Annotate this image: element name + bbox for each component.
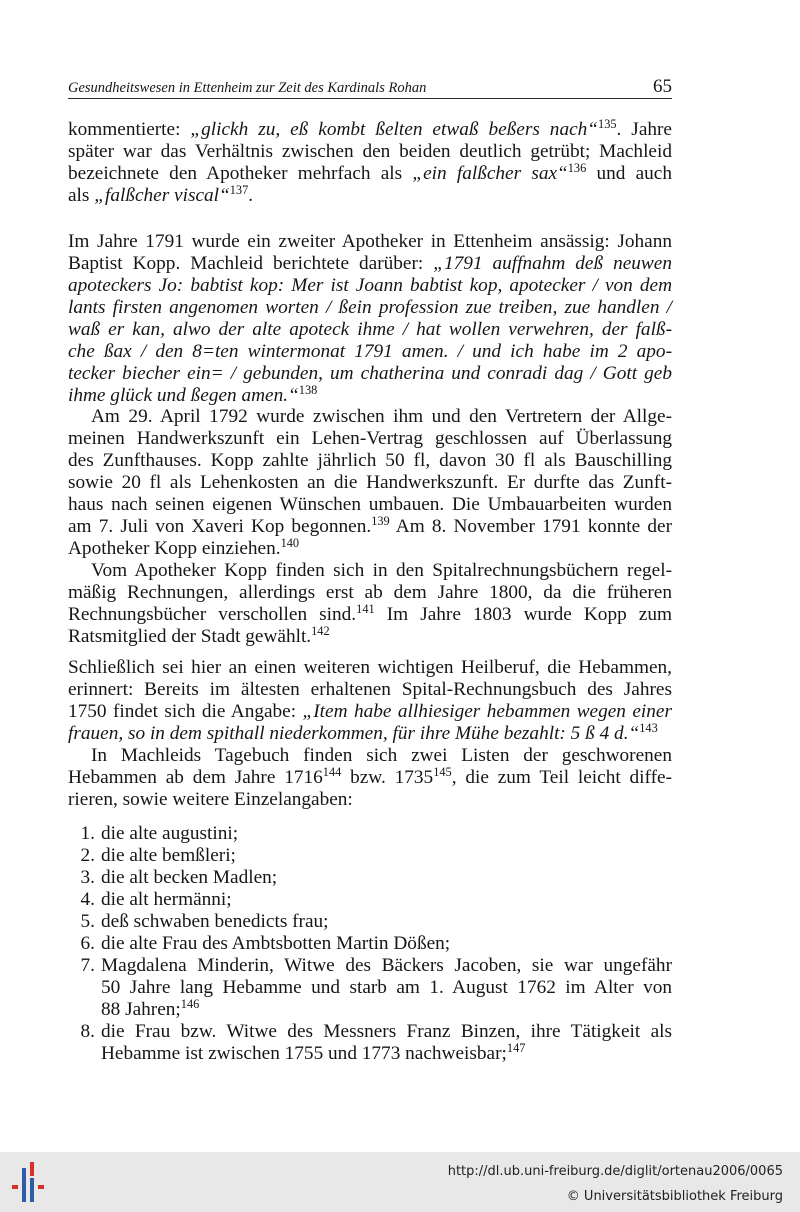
footnote-ref: 139 <box>371 514 390 529</box>
text-run: am 7. Juli von Xaveri Kop begonnen. <box>68 516 372 537</box>
text-run: Hebamme ist zwischen 1755 und 1773 nachweisbar; <box>101 1043 507 1064</box>
list-number: 3. <box>80 867 95 888</box>
text-line <box>68 657 672 679</box>
list-number: 4. <box>80 889 95 910</box>
text-line <box>68 538 672 560</box>
text-run: mäßig Rechnungen, allerdings erst ab dem Jahre 1800, da die früheren <box>68 582 672 603</box>
text-line <box>68 297 672 319</box>
text-line <box>68 185 672 207</box>
text-line <box>101 999 672 1021</box>
text-line <box>101 1021 672 1043</box>
text-line <box>68 341 672 363</box>
list-item <box>68 845 672 867</box>
text-run: Magdalena Minderin, Witwe des Bäckers Jacoben, sie war ungefähr <box>101 955 672 976</box>
text-line <box>101 1043 672 1065</box>
text-run: Im Jahre 1803 wurde Kopp zum <box>374 604 673 625</box>
footer-bar <box>0 1152 800 1212</box>
text-run: und auch <box>586 163 672 184</box>
list-item-text <box>101 911 672 933</box>
text-run: Schließlich sei hier an einen weiteren wichtigen Heilberuf, die Hebammen, <box>68 657 672 678</box>
list-number: 7. <box>80 955 95 976</box>
list-item-text <box>101 955 672 1021</box>
text-line <box>68 701 672 723</box>
list-item <box>68 1021 672 1065</box>
text-line <box>101 933 672 955</box>
text-line <box>68 231 672 253</box>
text-run: die Frau bzw. Witwe des Messners Franz Binzen, ihre Tätigkeit als <box>101 1021 672 1042</box>
footnote-ref: 135 <box>598 117 617 132</box>
text-line <box>68 472 672 494</box>
copyright-notice: © Universitätsbibliothek Freiburg <box>566 1189 783 1204</box>
text-run: haus nach seinen eigenen Wünschen umbauen. Die Umbauarbeiten wurden <box>68 494 672 515</box>
list-item <box>68 823 672 845</box>
text-run: die alte Frau des Ambtsbotten Martin Dößen; <box>101 933 451 954</box>
list-number: 8. <box>80 1021 95 1042</box>
text-line <box>68 253 672 275</box>
text-run: Am 8. November 1791 konnte der <box>389 516 672 537</box>
page-number: 65 <box>653 76 672 97</box>
list-item <box>68 955 672 1021</box>
text-line <box>101 889 672 911</box>
text-line <box>68 582 672 604</box>
text-line <box>68 450 672 472</box>
italic-quote: „falßcher viscal“ <box>94 185 230 206</box>
text-run: , die zum Teil leicht diffe- <box>451 767 672 788</box>
body-paragraph <box>68 657 672 745</box>
italic-quote: frauen, so in dem spithall niederkommen, für ihre Mühe bezahlt: 5 ß 4 d.“ <box>68 723 640 744</box>
list-number: 2. <box>80 845 95 866</box>
list-item <box>68 911 672 933</box>
list-item-text <box>101 933 672 955</box>
text-line <box>68 745 672 767</box>
text-line <box>68 626 672 648</box>
footnote-ref: 143 <box>639 721 658 736</box>
list-item <box>68 933 672 955</box>
list-item <box>68 867 672 889</box>
body-paragraph <box>68 745 672 811</box>
text-run: 88 Jahren; <box>101 999 181 1020</box>
list-item-text <box>101 823 672 845</box>
text-line <box>68 163 672 185</box>
text-run: deß schwaben benedicts frau; <box>101 911 329 932</box>
body-paragraph <box>68 231 672 407</box>
italic-quote: tecker biecher ein= / gebunden, um chatherina und conradi dag / Gott geb <box>68 363 672 384</box>
text-line <box>68 767 672 789</box>
italic-quote: apoteckers Jo: babtist kop: Mer ist Joann babtist kop, apotecker / von dem <box>68 275 672 296</box>
text-run: bzw. 1735 <box>341 767 434 788</box>
running-title: Gesundheitswesen in Ettenheim zur Zeit des Kardinals Rohan <box>68 80 427 96</box>
text-run: . <box>248 185 254 206</box>
footnote-ref: 147 <box>506 1041 526 1056</box>
list-item-text <box>101 867 672 889</box>
footnote-ref: 144 <box>322 765 342 780</box>
text-run: bezeichnete den Apotheker mehrfach als <box>68 163 413 184</box>
body-paragraph <box>68 119 672 207</box>
italic-quote: „1791 auffnahm deß neuwen <box>433 253 672 274</box>
text-run: Hebammen ab dem Jahre 1716 <box>68 767 323 788</box>
text-line <box>68 516 672 538</box>
text-line <box>68 406 672 428</box>
list-number: 1. <box>80 823 95 844</box>
text-line <box>68 604 672 626</box>
list-item-text <box>101 889 672 911</box>
text-run: des Zunfthauses. Kopp zahlte jährlich 50 fl, davon 30 fl als Bauschilling <box>68 450 672 471</box>
text-line <box>101 867 672 889</box>
text-run: Vom Apotheker Kopp finden sich in den Spitalrechnungsbüchern regel- <box>91 560 672 581</box>
numbered-list <box>68 823 672 1065</box>
text-run: die alte augustini; <box>101 823 239 844</box>
text-run: Rechnungsbücher verschollen sind. <box>68 604 357 625</box>
text-line <box>68 275 672 297</box>
list-item-text <box>101 845 672 867</box>
text-line <box>68 560 672 582</box>
footnote-ref: 140 <box>280 536 300 551</box>
text-line <box>68 141 672 163</box>
italic-quote: lants firsten angenomen worten / ßein profession zue treiben, zue handlen / <box>68 297 672 318</box>
text-line <box>101 977 672 999</box>
text-line <box>68 723 672 745</box>
text-run: meinen Handwerkszunft ein Lehen-Vertrag geschlossen auf Überlassung <box>68 428 672 449</box>
text-run: rieren, sowie weitere Einzelangaben: <box>68 789 353 810</box>
text-run: Am 29. April 1792 wurde zwischen ihm und den Vertretern der Allge- <box>91 406 672 427</box>
footer-text <box>448 1159 783 1209</box>
footnote-ref: 138 <box>298 383 318 398</box>
italic-quote: „Item habe allhiesiger hebammen wegen einer <box>302 701 672 722</box>
italic-quote: „ein falßcher sax“ <box>412 163 568 184</box>
italic-quote: ihme glück und ßegen amen.“ <box>68 385 299 406</box>
text-line <box>101 911 672 933</box>
footnote-ref: 136 <box>567 161 587 176</box>
list-item-text <box>101 1021 672 1065</box>
text-line <box>68 319 672 341</box>
text-run: sowie 20 fl als Lehenkosten an die Handwerkszunft. Er durfte das Zunft- <box>68 472 672 493</box>
text-run: 1750 findet sich die Angabe: <box>68 701 303 722</box>
text-run: Ratsmitglied der Stadt gewählt. <box>68 626 312 647</box>
italic-quote: che ßax / den 8=ten wintermonat 1791 amen. / und ich habe im 2 apo- <box>68 341 672 362</box>
text-run: als <box>68 185 95 206</box>
text-run: Apotheker Kopp einziehen. <box>68 538 281 559</box>
body-paragraph <box>68 406 672 560</box>
text-run: 50 Jahre lang Hebamme und starb am 1. August 1762 im Alter von <box>101 977 672 998</box>
text-line <box>68 494 672 516</box>
italic-quote: waß er kan, alwo der alte apoteck ihme / hat wollen verwehren, der falß- <box>68 319 672 340</box>
text-run: die alt hermänni; <box>101 889 232 910</box>
body-paragraph <box>68 560 672 648</box>
text-line <box>101 845 672 867</box>
list-number: 6. <box>80 933 95 954</box>
list-number: 5. <box>80 911 95 932</box>
italic-quote: „glickh zu, eß kombt ßelten etwaß beßers nach“ <box>190 119 599 140</box>
text-run: kommentierte: <box>68 119 191 140</box>
text-run: später war das Verhältnis zwischen den beiden deutlich getrübt; Machleid <box>68 141 672 162</box>
footnote-ref: 142 <box>311 624 330 639</box>
text-line <box>68 428 672 450</box>
text-run: die alt becken Madlen; <box>101 867 278 888</box>
text-line <box>68 679 672 701</box>
text-line <box>101 823 672 845</box>
text-line <box>68 385 672 407</box>
footnote-ref: 141 <box>356 602 375 617</box>
text-run: Im Jahre 1791 wurde ein zweiter Apotheker in Ettenheim ansässig: Johann <box>68 231 672 252</box>
text-line <box>68 363 672 385</box>
footnote-ref: 137 <box>229 183 249 198</box>
footnote-ref: 146 <box>180 997 200 1012</box>
running-header <box>68 76 672 98</box>
text-run: In Machleids Tagebuch finden sich zwei Listen der geschworenen <box>91 745 672 766</box>
text-run: erinnert: Bereits im ältesten erhaltenen Spital-Rechnungsbuch des Jahres <box>68 679 672 700</box>
ub-freiburg-logo-icon <box>10 1160 46 1204</box>
text-run: . Jahre <box>616 119 672 140</box>
text-line <box>101 955 672 977</box>
text-line <box>68 789 672 811</box>
header-rule <box>68 98 672 99</box>
footnote-ref: 145 <box>433 765 452 780</box>
text-run: Baptist Kopp. Machleid berichtete darüber: <box>68 253 434 274</box>
source-url-link[interactable]: http://dl.ub.uni-freiburg.de/diglit/ortenau2006/0065 <box>447 1164 783 1179</box>
list-item <box>68 889 672 911</box>
text-line <box>68 119 672 141</box>
text-run: die alte bemßleri; <box>101 845 236 866</box>
